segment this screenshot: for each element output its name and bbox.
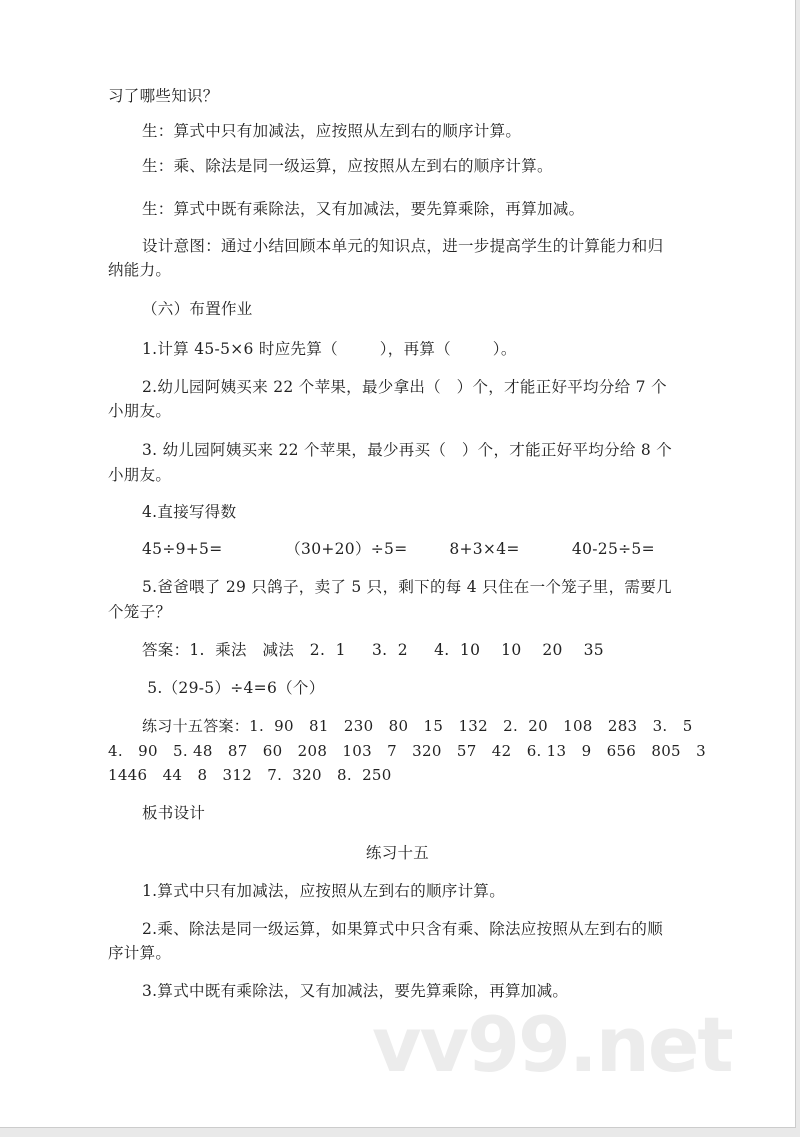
text-line: 个笼子？ bbox=[108, 603, 172, 621]
text-line: 1446 44 8 312 7. 320 8. 250 bbox=[108, 766, 392, 784]
text-line: 小朋友。 bbox=[108, 466, 172, 484]
text-line: 序计算。 bbox=[108, 944, 172, 962]
text-line: 生：乘、除法是同一级运算，应按照从左到右的顺序计算。 bbox=[142, 157, 553, 175]
text-line: 2.幼儿园阿姨买来 22 个苹果，最少拿出（ ）个，才能正好平均分给 7 个 bbox=[142, 378, 667, 396]
text-line: 45÷9+5= （30+20）÷5= 8+3×4= 40-25÷5= bbox=[142, 540, 655, 558]
text-line: 3. 幼儿园阿姨买来 22 个苹果，最少再买（ ）个，才能正好平均分给 8 个 bbox=[142, 441, 673, 459]
text-line: 3.算式中既有乘除法，又有加减法，要先算乘除，再算加减。 bbox=[142, 982, 569, 1000]
text-line: 5.（29-5）÷4=6（个） bbox=[142, 679, 325, 697]
text-line: 习了哪些知识？ bbox=[108, 87, 219, 105]
text-line: 练习十五答案：1. 90 81 230 80 15 132 2. 20 108 283 3. 5 bbox=[142, 717, 693, 735]
text-line: 1.算式中只有加减法，应按照从左到右的顺序计算。 bbox=[142, 882, 505, 900]
section-heading: 板书设计 bbox=[142, 804, 206, 822]
text-line: 4. 90 5. 48 87 60 208 103 7 320 57 42 6. 13 9 656 805 3 bbox=[108, 742, 706, 760]
text-line: 答案：1. 乘法 减法 2. 1 3. 2 4. 10 10 20 35 bbox=[142, 641, 604, 659]
text-line: 生：算式中只有加减法，应按照从左到右的顺序计算。 bbox=[142, 122, 522, 140]
text-line: 小朋友。 bbox=[108, 402, 172, 420]
text-line: 设计意图：通过小结回顾本单元的知识点，进一步提高学生的计算能力和归 bbox=[142, 237, 664, 255]
text-line: 4.直接写得数 bbox=[142, 503, 237, 521]
text-line: 5.爸爸喂了 29 只鸽子，卖了 5 只，剩下的每 4 只住在一个笼子里，需要几 bbox=[142, 578, 672, 596]
board-title: 练习十五 bbox=[365, 844, 430, 862]
watermark: vv99.net bbox=[372, 1000, 732, 1089]
section-heading: （六）布置作业 bbox=[142, 300, 253, 318]
text-line: 2.乘、除法是同一级运算，如果算式中只含有乘、除法应按照从左到右的顺 bbox=[142, 920, 663, 938]
text-line: 1.计算 45-5×6 时应先算（ ），再算（ ）。 bbox=[142, 340, 517, 358]
text-line: 生：算式中既有乘除法，又有加减法，要先算乘除，再算加减。 bbox=[142, 200, 585, 218]
text-line: 纳能力。 bbox=[108, 261, 172, 279]
